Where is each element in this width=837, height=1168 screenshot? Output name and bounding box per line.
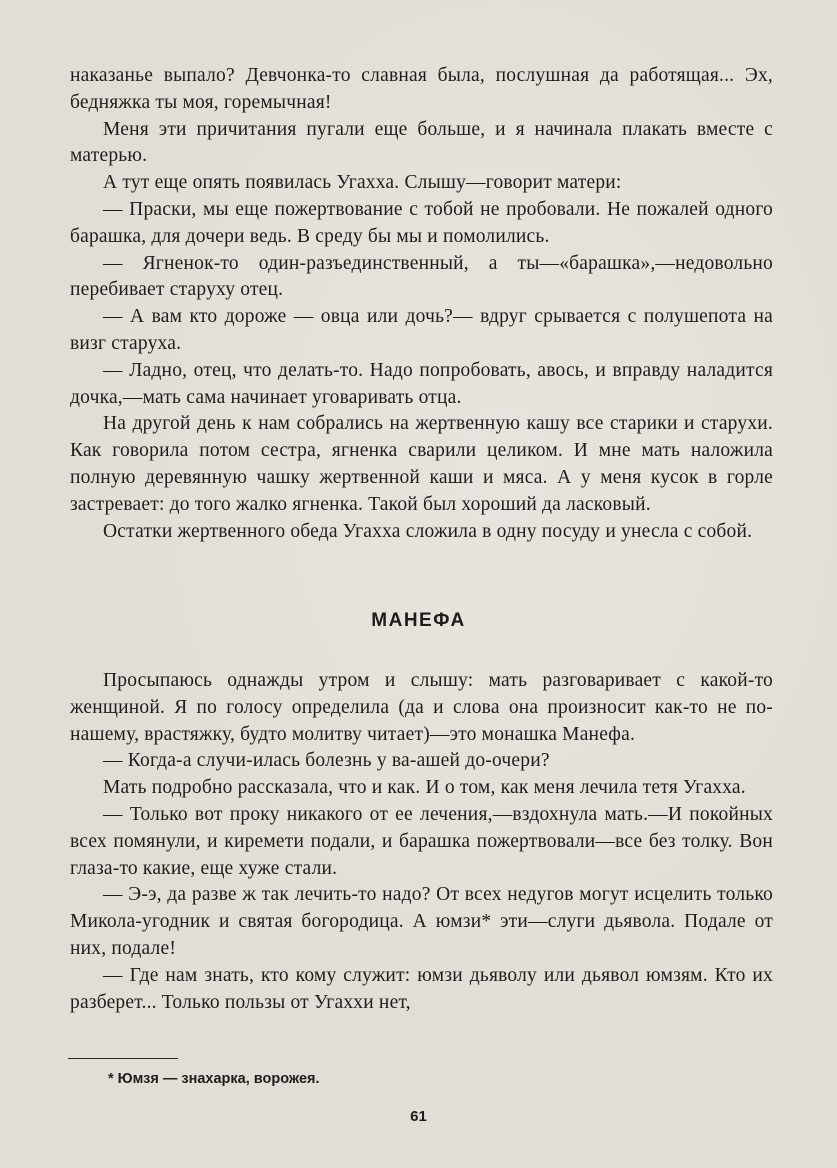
paragraph: — Праски, мы еще пожертвование с тобой не пробовали. Не пожалей одного барашка, для дочери ведь. В среду бы мы и помолились. [70, 198, 773, 247]
section-title: МАНЕФА [371, 610, 466, 631]
top-text-block [70, 63, 773, 545]
paragraph: — Где нам знать, кто кому служит: юмзи дьяволу или дьявол юмзям. Кто их разберет... Только пользы от Угахxи нет, [70, 964, 773, 1013]
paragraph: — Ладно, отец, что делать-то. Надо попробовать, авось, и вправду наладится дочка,—мать сама начинает уговаривать отца. [70, 359, 773, 408]
paragraph: — Когда-а случи-илась болезнь у ва-ашей до-очери? [103, 750, 550, 772]
paragraph: — Э-э, да разве ж так лечить-то надо? От всех недугов могут исцелить только Микола-угодник и святая богородица. А юмзи* эти—слуги дьявола. Подале от них, подале! [70, 884, 773, 959]
paragraph: А тут еще опять появилась Угахха. Слышу—говорит матери: [103, 172, 622, 194]
paragraph: — Только вот проку никакого от ее лечения,—вздохнула мать.—И покойных всех помянули, и киремети подали, и барашка пожертвовали—все без толку. Вон глаза-то какие, еще хуже стали. [70, 803, 773, 879]
paragraph: — Ягненок-то один-разъединственный, а ты—«барашка»,—недовольно перебивает старуху отец. [70, 252, 773, 301]
paragraph: наказанье выпало? Девчонка-то славная была, послушная да работящая... Эх, бедняжка ты моя, горемычная! [70, 65, 773, 113]
paragraph: На другой день к нам собрались на жертвенную кашу все старики и старухи. Как говорила потом сестра, ягненка сварили целиком. И мне мать наложила полную деревянную чашку жертвенной каши и мяса. А у меня кусок в горле застревает: до того жалко ягненка. Такой был хороший да ласковый. [70, 413, 773, 515]
paragraph: Остатки жертвенного обеда Угахха сложила в одну посуду и унесла с собой. [103, 520, 753, 542]
paragraph: Просыпаюсь однажды утром и слышу: мать разговаривает с какой-то женщиной. Я по голосу определила (да и слова она произносит как-то не по-нашему, врастяжку, будто молитву читает)—это монашка Манефа. [70, 670, 773, 745]
bottom-text-block [70, 668, 773, 1016]
paragraph: Мать подробно рассказала, что и как. И о том, как меня лечила тетя Угахха. [103, 777, 746, 799]
paragraph: Меня эти причитания пугали еще больше, и я начинала плакать вместе с матерью. [70, 118, 773, 167]
footnote: * Юмзя — знахарка, ворожея. [108, 1071, 320, 1087]
paragraph: — А вам кто дороже — овца или дочь?— вдруг срывается с полушепота на визг старуха. [70, 306, 773, 354]
page-number: 61 [410, 1108, 427, 1125]
footnote-divider [68, 1058, 178, 1059]
